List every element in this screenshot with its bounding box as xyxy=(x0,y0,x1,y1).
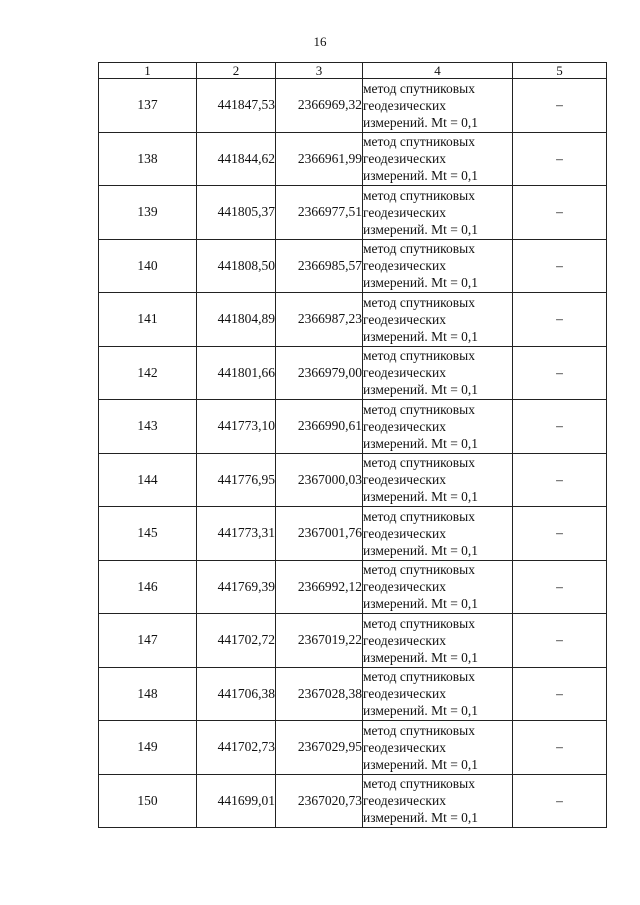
y-coordinate-cell: 2366969,32 xyxy=(276,79,363,133)
method-text-line: измерений. Mt = 0,1 xyxy=(363,810,479,826)
table-row xyxy=(99,560,607,614)
point-number-cell: 149 xyxy=(99,721,197,775)
method-text-line: измерений. Mt = 0,1 xyxy=(363,596,479,612)
table-body xyxy=(99,79,607,828)
method-cell xyxy=(363,293,513,347)
method-text-line: измерений. Mt = 0,1 xyxy=(363,489,479,505)
y-coordinate-cell: 2367029,95 xyxy=(276,721,363,775)
method-text-line: измерений. Mt = 0,1 xyxy=(363,168,479,184)
method-text-line: геодезических xyxy=(363,151,446,167)
method-text-line: измерений. Mt = 0,1 xyxy=(363,328,479,344)
method-cell xyxy=(363,239,513,293)
table-row xyxy=(99,453,607,507)
y-coordinate-cell: 2366977,51 xyxy=(276,186,363,240)
method-cell xyxy=(363,400,513,454)
y-coordinate-cell: 2367019,22 xyxy=(276,614,363,668)
x-coordinate-cell: 441847,53 xyxy=(197,79,276,133)
method-text-line: измерений. Mt = 0,1 xyxy=(363,756,479,772)
point-number-cell: 137 xyxy=(99,79,197,133)
y-coordinate-cell: 2366985,57 xyxy=(276,239,363,293)
x-coordinate-cell: 441808,50 xyxy=(197,239,276,293)
table-row xyxy=(99,239,607,293)
note-cell: – xyxy=(513,400,607,454)
point-number-cell: 146 xyxy=(99,560,197,614)
method-text-line: геодезических xyxy=(363,365,446,381)
y-coordinate-cell: 2366979,00 xyxy=(276,346,363,400)
method-text-line: метод спутниковых xyxy=(363,401,475,417)
note-cell: – xyxy=(513,453,607,507)
table-row xyxy=(99,186,607,240)
x-coordinate-cell: 441773,31 xyxy=(197,507,276,561)
x-coordinate-cell: 441773,10 xyxy=(197,400,276,454)
note-cell: – xyxy=(513,239,607,293)
method-text-line: метод спутниковых xyxy=(363,722,475,738)
header-row xyxy=(99,63,607,79)
note-cell: – xyxy=(513,667,607,721)
point-number-cell: 147 xyxy=(99,614,197,668)
page-number: 16 xyxy=(313,34,327,49)
note-cell: – xyxy=(513,79,607,133)
note-cell: – xyxy=(513,346,607,400)
method-text-line: метод спутниковых xyxy=(363,615,475,631)
table-row xyxy=(99,400,607,454)
table-row xyxy=(99,721,607,775)
method-text-line: геодезических xyxy=(363,793,446,809)
method-text-line: измерений. Mt = 0,1 xyxy=(363,382,479,398)
x-coordinate-cell: 441801,66 xyxy=(197,346,276,400)
x-coordinate-cell: 441769,39 xyxy=(197,560,276,614)
method-text-line: измерений. Mt = 0,1 xyxy=(363,703,479,719)
note-cell: – xyxy=(513,507,607,561)
method-text-line: измерений. Mt = 0,1 xyxy=(363,435,479,451)
method-cell xyxy=(363,132,513,186)
table-row xyxy=(99,774,607,828)
x-coordinate-cell: 441702,73 xyxy=(197,721,276,775)
y-coordinate-cell: 2367028,38 xyxy=(276,667,363,721)
method-text-line: геодезических xyxy=(363,579,446,595)
method-text-line: геодезических xyxy=(363,739,446,755)
method-cell xyxy=(363,614,513,668)
method-text-line: метод спутниковых xyxy=(363,80,475,96)
table-header xyxy=(99,63,607,79)
method-cell xyxy=(363,721,513,775)
y-coordinate-cell: 2367000,03 xyxy=(276,453,363,507)
note-cell: – xyxy=(513,721,607,775)
method-text-line: геодезических xyxy=(363,472,446,488)
method-text-line: метод спутниковых xyxy=(363,562,475,578)
column-header-1: 1 xyxy=(99,63,197,79)
point-number-cell: 145 xyxy=(99,507,197,561)
point-number-cell: 140 xyxy=(99,239,197,293)
y-coordinate-cell: 2366961,99 xyxy=(276,132,363,186)
note-cell: – xyxy=(513,614,607,668)
method-text-line: геодезических xyxy=(363,204,446,220)
table-row xyxy=(99,614,607,668)
note-cell: – xyxy=(513,560,607,614)
method-text-line: метод спутниковых xyxy=(363,669,475,685)
method-cell xyxy=(363,186,513,240)
y-coordinate-cell: 2367001,76 xyxy=(276,507,363,561)
table-row xyxy=(99,667,607,721)
column-header-2: 2 xyxy=(197,63,276,79)
method-text-line: геодезических xyxy=(363,258,446,274)
column-header-5: 5 xyxy=(513,63,607,79)
x-coordinate-cell: 441804,89 xyxy=(197,293,276,347)
method-text-line: метод спутниковых xyxy=(363,508,475,524)
method-text-line: измерений. Mt = 0,1 xyxy=(363,649,479,665)
column-header-4: 4 xyxy=(363,63,513,79)
point-number-cell: 143 xyxy=(99,400,197,454)
method-text-line: геодезических xyxy=(363,97,446,113)
method-cell xyxy=(363,507,513,561)
point-number-cell: 142 xyxy=(99,346,197,400)
method-text-line: измерений. Mt = 0,1 xyxy=(363,275,479,291)
method-text-line: геодезических xyxy=(363,525,446,541)
table-row xyxy=(99,293,607,347)
x-coordinate-cell: 441702,72 xyxy=(197,614,276,668)
method-text-line: геодезических xyxy=(363,686,446,702)
method-text-line: метод спутниковых xyxy=(363,134,475,150)
x-coordinate-cell: 441706,38 xyxy=(197,667,276,721)
method-text-line: геодезических xyxy=(363,311,446,327)
method-text-line: измерений. Mt = 0,1 xyxy=(363,221,479,237)
method-text-line: метод спутниковых xyxy=(363,348,475,364)
method-text-line: метод спутниковых xyxy=(363,241,475,257)
y-coordinate-cell: 2366987,23 xyxy=(276,293,363,347)
method-cell xyxy=(363,453,513,507)
note-cell: – xyxy=(513,132,607,186)
y-coordinate-cell: 2367020,73 xyxy=(276,774,363,828)
method-cell xyxy=(363,667,513,721)
table-row xyxy=(99,507,607,561)
method-cell xyxy=(363,79,513,133)
point-number-cell: 150 xyxy=(99,774,197,828)
point-number-cell: 139 xyxy=(99,186,197,240)
x-coordinate-cell: 441776,95 xyxy=(197,453,276,507)
method-cell xyxy=(363,346,513,400)
table-row xyxy=(99,346,607,400)
x-coordinate-cell: 441805,37 xyxy=(197,186,276,240)
point-number-cell: 148 xyxy=(99,667,197,721)
y-coordinate-cell: 2366990,61 xyxy=(276,400,363,454)
note-cell: – xyxy=(513,774,607,828)
note-cell: – xyxy=(513,186,607,240)
method-text-line: метод спутниковых xyxy=(363,294,475,310)
y-coordinate-cell: 2366992,12 xyxy=(276,560,363,614)
point-number-cell: 144 xyxy=(99,453,197,507)
method-cell xyxy=(363,774,513,828)
method-text-line: геодезических xyxy=(363,632,446,648)
table-row xyxy=(99,79,607,133)
method-text-line: измерений. Mt = 0,1 xyxy=(363,114,479,130)
method-text-line: геодезических xyxy=(363,418,446,434)
method-text-line: измерений. Mt = 0,1 xyxy=(363,542,479,558)
method-text-line: метод спутниковых xyxy=(363,776,475,792)
column-header-3: 3 xyxy=(276,63,363,79)
coordinates-table xyxy=(98,62,607,828)
point-number-cell: 141 xyxy=(99,293,197,347)
x-coordinate-cell: 441699,01 xyxy=(197,774,276,828)
method-cell xyxy=(363,560,513,614)
x-coordinate-cell: 441844,62 xyxy=(197,132,276,186)
method-text-line: метод спутниковых xyxy=(363,455,475,471)
table-row xyxy=(99,132,607,186)
method-text-line: метод спутниковых xyxy=(363,187,475,203)
point-number-cell: 138 xyxy=(99,132,197,186)
note-cell: – xyxy=(513,293,607,347)
